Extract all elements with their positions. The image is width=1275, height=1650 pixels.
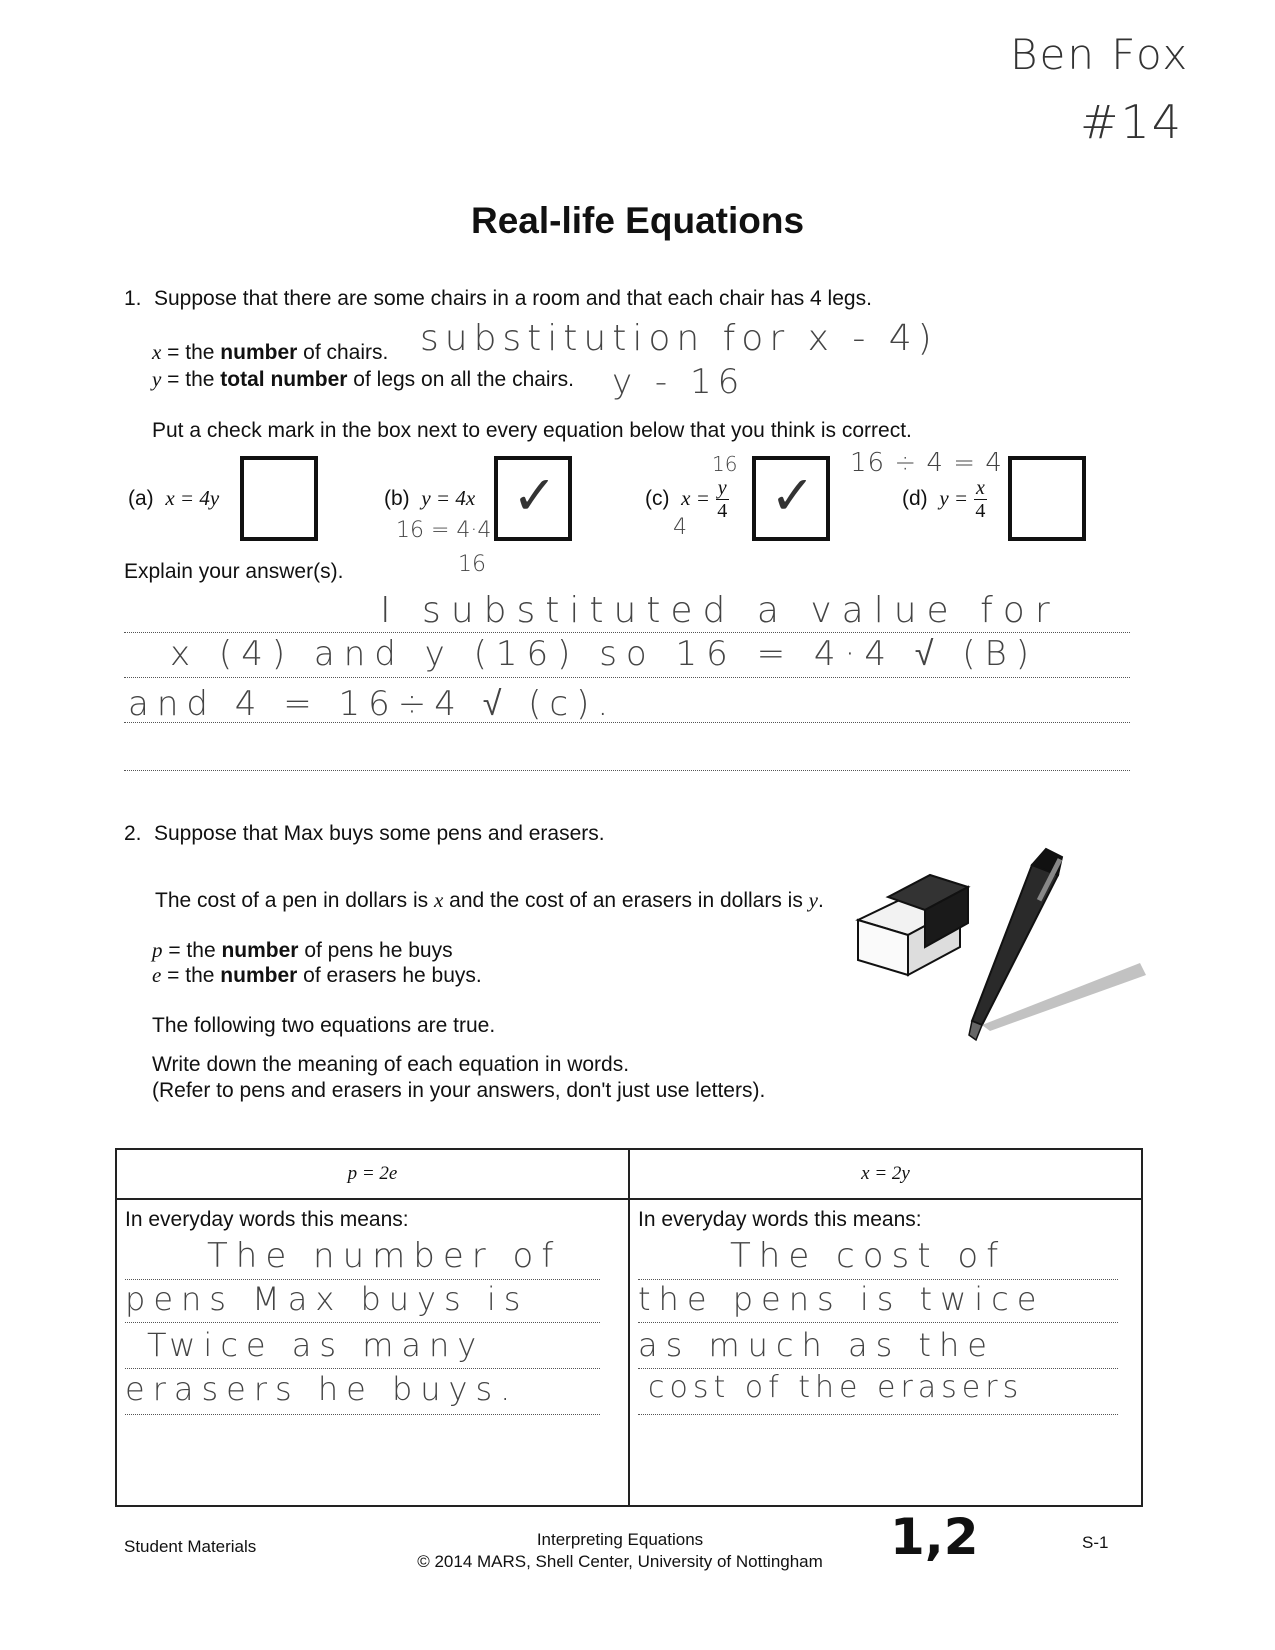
- option-a-equation: x = 4y: [165, 486, 220, 510]
- explain-rule-2: [124, 677, 1130, 678]
- q1-y-definition: y = the total number of legs on all the chairs.: [152, 367, 574, 391]
- handwritten-note-substitution: substitution for x - 4): [420, 318, 938, 359]
- handwritten-note-y: y - 16: [612, 362, 746, 402]
- explain-rule-4: [124, 770, 1130, 771]
- answer-1-line-3: Twice as many: [147, 1326, 485, 1364]
- explain-rule-1: [124, 632, 1130, 633]
- footer-center-title: Interpreting Equations: [536, 1530, 704, 1549]
- option-d-label: (d) y = $\frac{x}{4}$: [902, 477, 986, 522]
- eraser-icon: [858, 875, 968, 975]
- option-b-checkbox[interactable]: [494, 456, 572, 541]
- answer-2-line-3: as much as the: [638, 1326, 995, 1364]
- q2-true-statement: The following two equations are true.: [152, 1014, 496, 1037]
- equation-p-2e: p = 2e: [347, 1163, 398, 1184]
- answer-prompt-1: In everyday words this means:: [125, 1208, 409, 1231]
- answer-1-line-2: pens Max buys is: [125, 1280, 529, 1318]
- answer-2-line-1: The cost of: [730, 1236, 1007, 1276]
- q1-number: 1.: [124, 287, 142, 310]
- page-number: S-1: [1082, 1533, 1109, 1552]
- option-d-fraction: $\frac{x}{4}$: [975, 477, 986, 522]
- explain-rule-3: [124, 722, 1130, 723]
- y-variable: y: [152, 367, 162, 391]
- q2-e-definition: e = the number of erasers he buys.: [152, 963, 482, 987]
- option-a-checkbox[interactable]: [240, 456, 318, 541]
- q2-cost-statement: The cost of a pen in dollars is x and the cost of an erasers in dollars is y.: [155, 888, 824, 912]
- option-c-work-top: 16: [712, 452, 738, 476]
- footer-copyright: © 2014 MARS, Shell Center, University of Nottingham: [417, 1552, 823, 1571]
- table-header-cell-2: [629, 1149, 1142, 1199]
- option-d-checkbox[interactable]: [1008, 456, 1086, 541]
- q2-prompt: Suppose that Max buys some pens and erasers.: [154, 822, 605, 845]
- q2-p-definition: p = the number of pens he buys: [152, 938, 453, 962]
- table-header-cell-1: [116, 1149, 629, 1199]
- answer-2-line-4: cost of the erasers: [648, 1370, 1024, 1405]
- answer-rule: [638, 1322, 1118, 1323]
- option-c-checkbox[interactable]: [752, 456, 830, 541]
- option-c-fraction: $\frac{y}{4}$: [717, 477, 728, 522]
- answer-1-line-4: erasers he buys.: [125, 1370, 519, 1408]
- equation-meaning-table: [115, 1148, 1143, 1507]
- option-c-work-bottom: 4: [673, 515, 687, 540]
- q2-refer-instruction: (Refer to pens and erasers in your answers, don't just use letters).: [152, 1079, 766, 1102]
- answer-cell-1[interactable]: [116, 1199, 629, 1506]
- q2-number: 2.: [124, 822, 142, 845]
- page-title: Real-life Equations: [470, 200, 805, 241]
- explain-label: Explain your answer(s).: [124, 560, 344, 583]
- option-b-work: 16 = 4·4: [396, 518, 492, 543]
- q1-instruction: Put a check mark in the box next to every equation below that you think is correct.: [152, 419, 912, 442]
- answer-2-line-2: the pens is twice: [638, 1280, 1045, 1318]
- answer-1-line-1: The number of: [207, 1236, 562, 1276]
- q1-prompt: Suppose that there are some chairs in a room and that each chair has 4 legs.: [154, 287, 872, 310]
- check-mark-icon: ✓: [512, 464, 560, 527]
- answer-rule: [125, 1414, 600, 1415]
- option-d-work: 16 ÷ 4 = 4: [850, 448, 1003, 478]
- answer-prompt-2: In everyday words this means:: [638, 1208, 922, 1231]
- option-b-equation: y = 4x: [421, 486, 476, 510]
- option-b-label: (b) y = 4x: [384, 486, 476, 510]
- pen-icon: [969, 849, 1146, 1040]
- check-mark-icon: ✓: [770, 464, 818, 527]
- student-number: #14: [1080, 95, 1184, 149]
- answer-cell-2[interactable]: [629, 1199, 1142, 1506]
- explain-line-1: I substituted a value for: [380, 590, 1060, 631]
- q1-x-definition: x = the number of chairs.: [152, 340, 389, 364]
- explain-line-2: x (4) and y (16) so 16 = 4·4 √ (B): [170, 634, 1039, 674]
- answer-rule: [638, 1368, 1118, 1369]
- pen-and-eraser-illustration: [850, 835, 1150, 1050]
- option-c-label: (c) x = $\frac{y}{4}$: [645, 477, 728, 522]
- footer-left: Student Materials: [124, 1537, 257, 1556]
- answer-rule: [125, 1368, 600, 1369]
- x-variable: x: [152, 340, 162, 364]
- equation-x-2y: x = 2y: [861, 1163, 910, 1184]
- q2-write-instruction: Write down the meaning of each equation in words.: [152, 1053, 630, 1076]
- answer-rule: [638, 1414, 1118, 1415]
- answer-rule: [125, 1322, 600, 1323]
- explain-line-3: and 4 = 16÷4 √ (c).: [128, 684, 617, 724]
- student-name: Ben Fox: [1010, 30, 1190, 79]
- option-b-work-result: 16: [458, 552, 486, 577]
- option-a-label: (a) x = 4y: [128, 486, 220, 510]
- handwritten-score: 1,2: [890, 1508, 979, 1566]
